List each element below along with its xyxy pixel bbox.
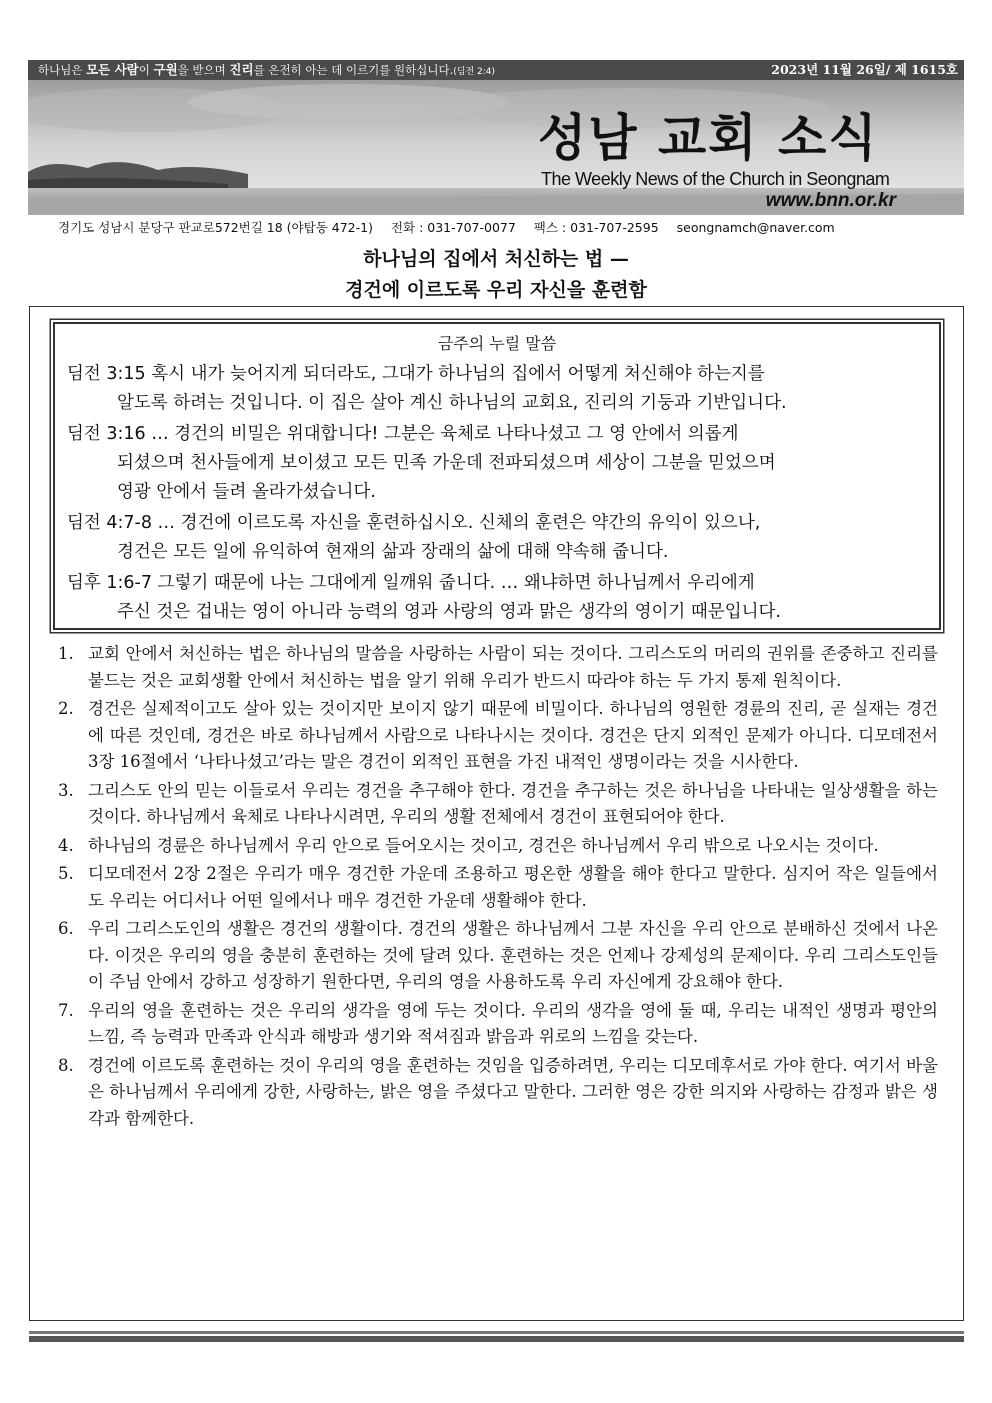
point-text: 경건은 실제적이고도 살아 있는 것이지만 보이지 않기 때문에 비밀이다. 하나님의 영원한 경륜의 진리, 곧 실재는 경건에 따른 것인데, 경건은 바로 하나님께서 사람으로 나타나시는 것이다. 경건은 단지 외적인 문제가 아니다. 디모데전서 3장 16절에서 ‘나타나셨고’라는 말은 경건이 외적인 표현을 가진 내적인 생명이라는 것을 시사한다. (88, 699, 938, 771)
outline-point (58, 998, 938, 1051)
point-number: 1. (58, 644, 74, 663)
issue-date: 2023년 11월 26일/ 제 1615호 (771, 62, 958, 77)
outline-point (58, 916, 938, 996)
contact-line (58, 218, 938, 236)
point-number: 3. (58, 780, 74, 800)
scripture-box (53, 322, 941, 630)
outline-point (58, 778, 938, 831)
scripture-verse (67, 569, 931, 627)
verse-line: 주신 것은 겁내는 영이 아니라 능력의 영과 사랑의 영과 맑은 생각의 영이기 때문입니다. (117, 602, 781, 622)
address: 경기도 성남시 분당구 판교로572번길 18 (야탑동 472-1) (58, 220, 373, 235)
verse-line: 딤후 1:6-7 그렇기 때문에 나는 그대에게 일깨워 줍니다. … 왜냐하면 하나님께서 우리에게 (67, 573, 755, 593)
fax: 팩스 : 031-707-2595 (533, 220, 659, 235)
verse-line: 딤전 3:15 혹시 내가 늦어지게 되더라도, 그대가 하나님의 집에서 어떻게 처신해야 하는지를 (67, 364, 765, 384)
outline-point (58, 833, 938, 860)
footer-rule (29, 1331, 964, 1334)
outline-points (58, 641, 938, 1134)
header-verse-ref: (딤전 2:4) (453, 67, 496, 77)
website-link[interactable]: www.bnn.or.kr (765, 190, 896, 211)
point-number: 6. (58, 919, 74, 938)
verse-line: 되셨으며 천사들에게 보이셨고 모든 민족 가운데 전파되셨으며 세상이 그분을 믿었으며 (117, 453, 776, 473)
point-text: 우리의 영을 훈련하는 것은 우리의 생각을 영에 두는 것이다. 우리의 생각을 영에 둘 때, 우리는 내적인 생명과 평안의 느낌, 즉 능력과 만족과 안식과 해방과 생기와 적셔짐과 밝음과 위로의 느낌을 갖는다. (88, 1000, 938, 1046)
article-title-line1: 하나님의 집에서 처신하는 법 — (363, 248, 629, 270)
point-number: 5. (58, 864, 74, 883)
header-verse-part: 진리 (229, 62, 254, 77)
point-number: 4. (58, 835, 74, 855)
verse-line: 딤전 4:7-8 … 경건에 이르도록 자신을 훈련하십시오. 신체의 훈련은 약간의 유익이 있으나, (67, 513, 761, 533)
outline-point (58, 861, 938, 914)
scripture-verse (67, 509, 931, 567)
header-verse-part: 를 온전히 아는 데 이르기를 원하십니다. (253, 63, 454, 77)
point-text: 디모데전서 2장 2절은 우리가 매우 경건한 가운데 조용하고 평온한 생활을 해야 한다고 말한다. 심지어 작은 일들에서도 우리는 어디서나 어떤 일에서나 매우 경건한 가운데 생활해야 한다. (88, 864, 938, 910)
point-text: 그리스도 안의 믿는 이들로서 우리는 경건을 추구해야 한다. 경건을 추구하는 것은 하나님을 나타내는 일상생활을 하는 것이다. 하나님께서 육체로 나타나시려면, 우리의 생활 전체에서 경건이 표현되어야 한다. (88, 780, 938, 826)
header-verse-part: 모든 사람 (86, 62, 139, 77)
header-verse (38, 60, 495, 82)
point-text: 하나님의 경륜은 하나님께서 우리 안으로 들어오시는 것이고, 경건은 하나님께서 우리 밖으로 나오시는 것이다. (88, 835, 879, 855)
outline-point (58, 641, 938, 694)
point-text: 경건에 이르도록 훈련하는 것이 우리의 영을 훈련하는 것임을 입증하려면, 우리는 디모데후서로 가야 한다. 여기서 바울은 하나님께서 우리에게 강한, 사랑하는, 밝은 영을 주셨다고 말한다. 그러한 영은 강한 의지와 사랑하는 감정과 밝은 생각과 함께한다. (88, 1055, 938, 1128)
header-verse-part: 하나님은 (38, 63, 87, 77)
header-verse-part: 구원 (153, 62, 178, 77)
header-verse-part: 을 받으며 (177, 63, 230, 77)
scripture-verse (67, 360, 931, 418)
article-title-line2: 경건에 이르도록 우리 자신을 훈련함 (345, 279, 647, 301)
phone: 전화 : 031-707-0077 (390, 220, 516, 235)
verse-line: 알도록 하려는 것입니다. 이 집은 살아 계신 하나님의 교회요, 진리의 기둥과 기반입니다. (117, 393, 787, 413)
point-number: 7. (58, 1000, 74, 1020)
header-verse-text (38, 63, 453, 77)
email[interactable]: seongnamch@naver.com (676, 220, 835, 235)
point-number: 2. (58, 699, 74, 718)
masthead-subtitle: The Weekly News of the Church in Seongnam (541, 169, 890, 189)
verse-line: 경건은 모든 일에 유익하여 현재의 삶과 장래의 삶에 대해 약속해 줍니다. (117, 542, 669, 562)
masthead-title: 성남 교회 소식 (538, 108, 879, 167)
point-number: 8. (58, 1055, 74, 1075)
outline-point (58, 696, 938, 776)
verse-line: 딤전 3:16 … 경건의 비밀은 위대합니다! 그분은 육체로 나타나셨고 그 영 안에서 의롭게 (67, 424, 739, 444)
scripture-verse (67, 420, 931, 507)
masthead-banner (28, 80, 964, 215)
footer-rule (29, 1336, 964, 1342)
header-verse-part: 이 (138, 63, 154, 77)
point-text: 교회 안에서 처신하는 법은 하나님의 말씀을 사랑하는 사람이 되는 것이다. 그리스도의 머리의 권위를 존중하고 진리를 붙드는 것은 교회생활 안에서 처신하는 법을 알기 위해 우리가 반드시 따라야 하는 두 가지 통제 원칙이다. (88, 644, 938, 690)
header-bar (28, 60, 964, 80)
verse-line: 영광 안에서 들려 올라가셨습니다. (117, 482, 376, 502)
outline-point (58, 1053, 938, 1133)
point-text: 우리 그리스도인의 생활은 경건의 생활이다. 경건의 생활은 하나님께서 그분 자신을 우리 안으로 분배하신 것에서 나온다. 이것은 우리의 영을 충분히 훈련하는 것에 달려 있다. 훈련하는 것은 언제나 강제성의 문제이다. 우리 그리스도인들이 주님 안에서 강하고 성장하기 원한다면, 우리의 영을 사용하도록 우리 자신에게 강요해야 한다. (88, 919, 938, 991)
scripture-heading: 금주의 누릴 말씀 (437, 334, 557, 353)
